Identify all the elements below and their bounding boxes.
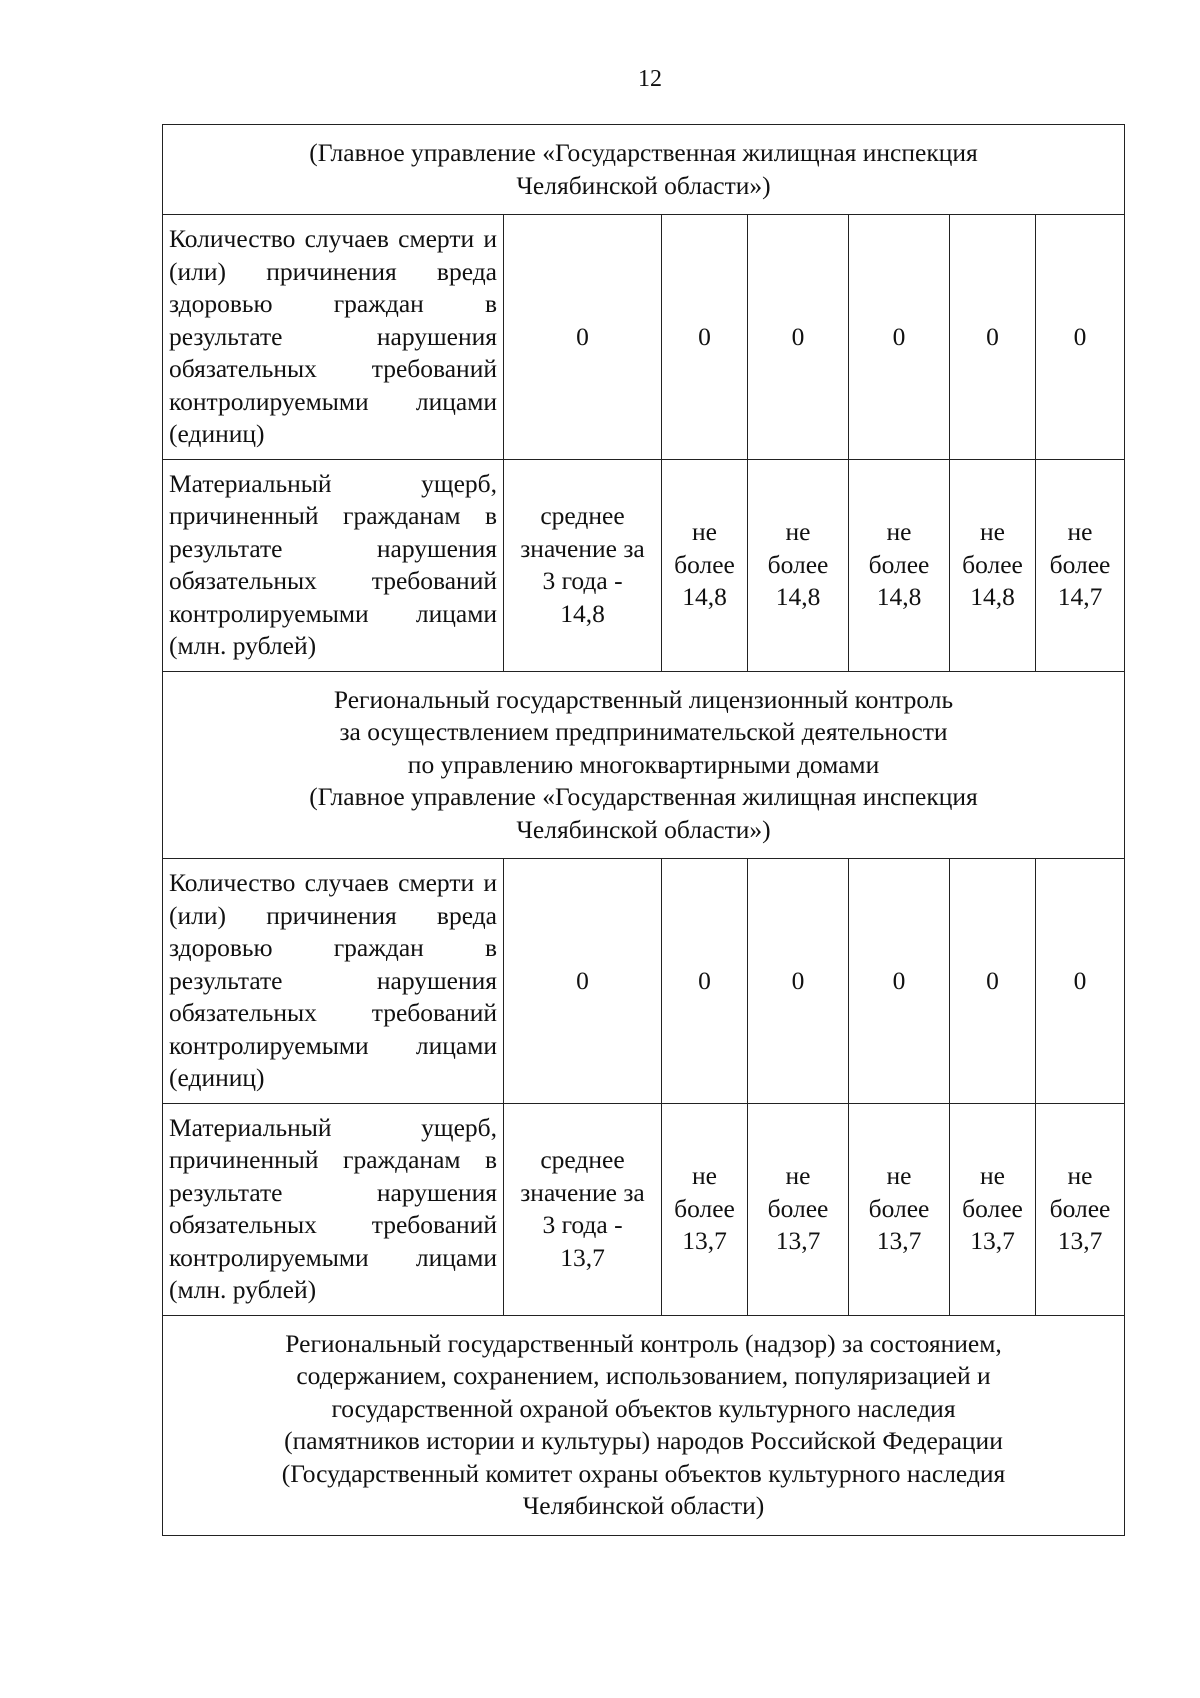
page-number: 12 xyxy=(638,66,662,92)
indicator-value-line: среднее xyxy=(540,1145,625,1174)
indicator-value-line: 0 xyxy=(791,321,805,351)
indicator-value xyxy=(504,1103,662,1315)
indicator-value-line: более xyxy=(1049,1193,1111,1223)
indicator-label: Материальный ущерб, причиненный гражданам в результате нарушения обязательных требований контролируемыми лицами (млн. рублей) xyxy=(163,1103,504,1315)
indicator-value-line: 13,7 xyxy=(970,1226,1015,1256)
section-header-line: (Главное управление «Государственная жилищная инспекция xyxy=(309,782,978,811)
indicator-value xyxy=(748,859,849,1104)
indicator-row xyxy=(163,1103,1125,1315)
indicator-value-line: не xyxy=(886,517,912,547)
indicator-value xyxy=(748,215,849,460)
indicator-value-line: более xyxy=(962,549,1023,579)
section-header-line: Челябинской области) xyxy=(522,1491,765,1520)
indicator-value-line: значение за xyxy=(520,533,645,563)
indicator-value-line: более xyxy=(767,1193,829,1223)
section-header-line: Челябинской области») xyxy=(516,814,771,844)
indicator-value xyxy=(504,215,662,460)
indicator-value-line: более xyxy=(674,1193,735,1223)
section-header-line: (Государственный комитет охраны объектов культурного наследия xyxy=(281,1458,1006,1488)
indicator-value xyxy=(849,459,950,671)
section-header xyxy=(163,671,1125,859)
indicator-value-line: 3 года - xyxy=(542,1210,623,1239)
indicator-value-line: 14,8 xyxy=(560,598,605,628)
section-header-line: Региональный государственный лицензионный контроль xyxy=(333,684,954,714)
indicator-label: Материальный ущерб, причиненный гражданам в результате нарушения обязательных требований контролируемыми лицами (млн. рублей) xyxy=(163,459,504,671)
indicator-value-line: не xyxy=(785,1161,811,1191)
section-header-row xyxy=(163,671,1125,859)
indicator-value-line: 14,8 xyxy=(876,582,922,612)
indicator-value-line: 13,7 xyxy=(682,1226,727,1256)
indicators-table xyxy=(162,124,1125,1536)
indicator-value xyxy=(748,1103,849,1315)
indicator-label: Количество случаев смерти и (или) причинения вреда здоровью граждан в результате нарушения обязательных требований контролируемыми лицами (единиц) xyxy=(163,859,504,1104)
indicator-value xyxy=(748,459,849,671)
indicator-value xyxy=(504,859,662,1104)
indicator-value xyxy=(662,1103,748,1315)
indicator-value-line: 14,7 xyxy=(1057,582,1103,612)
indicator-value-line: не xyxy=(980,517,1005,547)
indicator-value xyxy=(849,859,950,1104)
section-header-line: Челябинской области») xyxy=(516,170,771,200)
indicator-value-line: 3 года - xyxy=(542,566,623,595)
indicator-value-line: более xyxy=(868,549,930,579)
section-header-line: (памятников истории и культуры) народов Российской Федерации xyxy=(284,1426,1003,1455)
indicator-value xyxy=(662,215,748,460)
indicator-value-line: более xyxy=(962,1193,1023,1223)
indicator-value-line: 0 xyxy=(986,321,999,351)
indicator-value-line: 0 xyxy=(698,321,711,351)
indicator-row xyxy=(163,859,1125,1104)
indicator-value xyxy=(950,215,1036,460)
section-header xyxy=(163,125,1125,215)
indicator-value-line: значение за xyxy=(520,1177,645,1207)
indicator-value-line: 0 xyxy=(892,965,906,995)
section-header-line: Региональный государственный контроль (надзор) за состоянием, xyxy=(285,1328,1002,1358)
indicator-label: Количество случаев смерти и (или) причинения вреда здоровью граждан в результате нарушения обязательных требований контролируемыми лицами (единиц) xyxy=(163,215,504,460)
section-header-line: за осуществлением предпринимательской деятельности xyxy=(339,717,948,746)
indicator-value xyxy=(662,859,748,1104)
section-header-line: (Главное управление «Государственная жилищная инспекция xyxy=(309,138,978,167)
indicator-value-line: не xyxy=(980,1161,1005,1191)
section-header xyxy=(163,1315,1125,1535)
section-header-row xyxy=(163,125,1125,215)
indicator-value-line: 13,7 xyxy=(876,1226,922,1256)
indicator-value-line: более xyxy=(674,549,735,579)
indicator-row xyxy=(163,459,1125,671)
indicator-value-line: не xyxy=(1067,517,1093,547)
indicator-value-line: 0 xyxy=(986,965,999,995)
indicator-value xyxy=(849,1103,950,1315)
section-header-line: содержанием, сохранением, использованием, популяризацией и xyxy=(296,1361,991,1390)
section-header-line: государственной охраной объектов культурного наследия xyxy=(331,1393,956,1423)
indicator-value xyxy=(950,859,1036,1104)
indicator-value-line: 0 xyxy=(576,965,589,995)
indicator-value xyxy=(950,1103,1036,1315)
indicator-value-line: 0 xyxy=(892,321,906,351)
indicator-row xyxy=(163,215,1125,460)
indicator-value-line: 0 xyxy=(791,965,805,995)
indicator-value xyxy=(950,459,1036,671)
indicator-value xyxy=(1036,459,1125,671)
indicator-value-line: не xyxy=(785,517,811,547)
indicator-value xyxy=(504,459,662,671)
indicator-value-line: более xyxy=(767,549,829,579)
indicator-value xyxy=(662,459,748,671)
indicator-value-line: не xyxy=(692,517,717,547)
indicator-value-line: 0 xyxy=(1073,965,1087,995)
indicator-value xyxy=(849,215,950,460)
indicator-value xyxy=(1036,1103,1125,1315)
indicator-value-line: 14,8 xyxy=(775,582,821,612)
indicator-value-line: 13,7 xyxy=(1057,1226,1103,1256)
indicator-value-line: не xyxy=(692,1161,717,1191)
section-header-line: по управлению многоквартирными домами xyxy=(407,749,880,779)
indicator-value-line: среднее xyxy=(540,501,625,530)
indicator-value-line: более xyxy=(1049,549,1111,579)
indicator-value-line: 0 xyxy=(576,321,589,351)
indicator-value-line: 14,8 xyxy=(970,582,1015,612)
indicator-value-line: не xyxy=(1067,1161,1093,1191)
section-header-row xyxy=(163,1315,1125,1535)
indicator-value xyxy=(1036,215,1125,460)
indicator-value-line: 13,7 xyxy=(560,1242,605,1272)
indicator-value-line: 13,7 xyxy=(775,1226,821,1256)
indicator-value-line: не xyxy=(886,1161,912,1191)
indicator-value-line: 0 xyxy=(1073,321,1087,351)
indicator-value-line: 0 xyxy=(698,965,711,995)
indicator-value-line: 14,8 xyxy=(682,582,727,612)
indicator-value-line: более xyxy=(868,1193,930,1223)
indicator-value xyxy=(1036,859,1125,1104)
